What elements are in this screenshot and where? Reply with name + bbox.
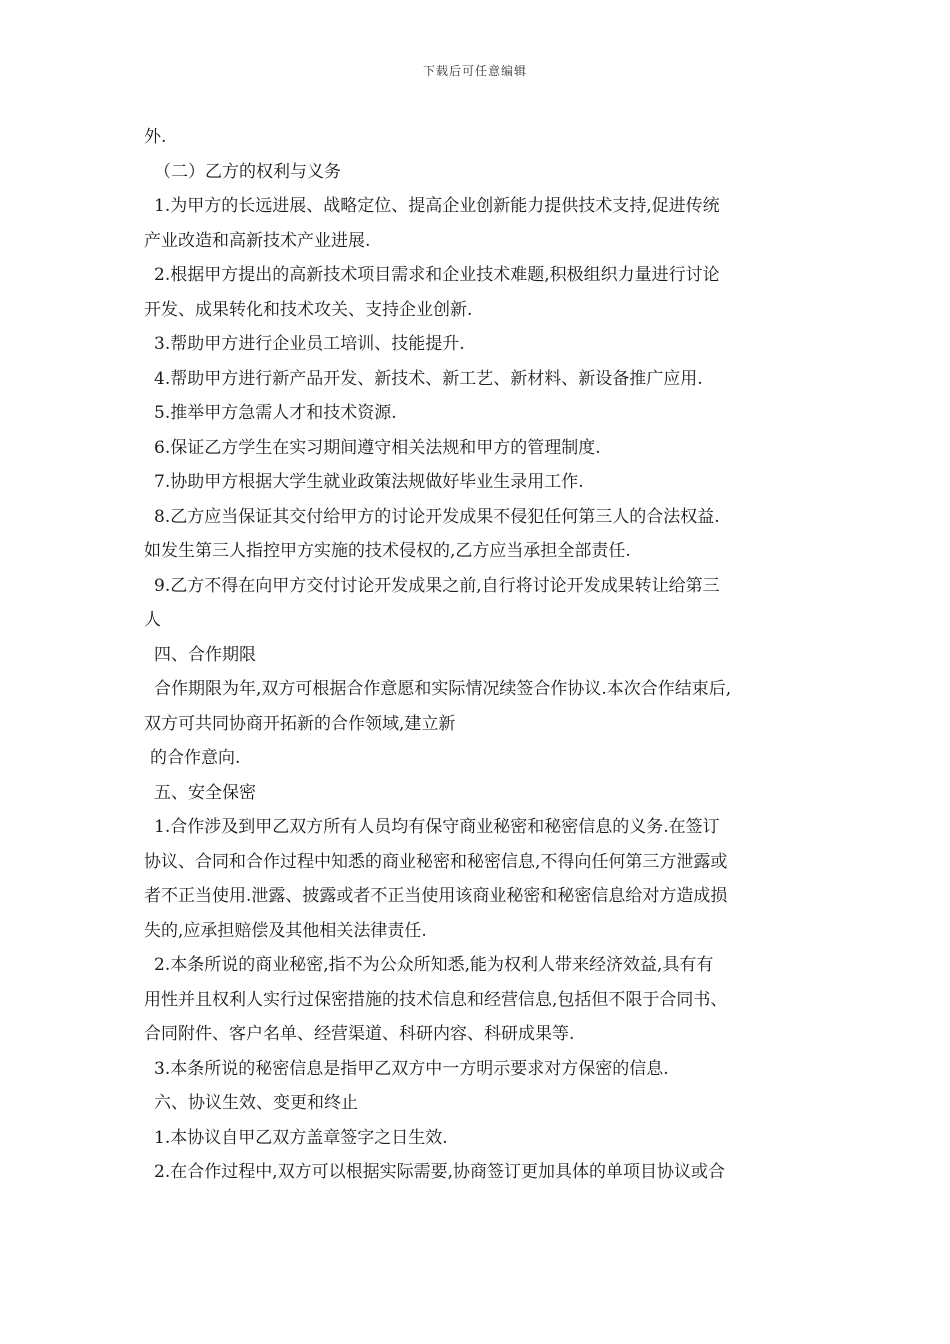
text-line: 开发、成果转化和技术攻关、支持企业创新. xyxy=(144,299,473,320)
text-line: 产业改造和高新技术产业进展. xyxy=(144,230,371,251)
text-line: 4.帮助甲方进行新产品开发、新技术、新工艺、新材料、新设备推广应用. xyxy=(154,368,703,389)
text-line: 6.保证乙方学生在实习期间遵守相关法规和甲方的管理制度. xyxy=(154,437,601,458)
text-line: 9.乙方不得在向甲方交付讨论开发成果之前,自行将讨论开发成果转让给第三 xyxy=(154,575,720,596)
text-line: 2.本条所说的商业秘密,指不为公众所知悉,能为权利人带来经济效益,具有有 xyxy=(154,955,714,975)
text-line: 协议、合同和合作过程中知悉的商业秘密和秘密信息,不得向任何第三方泄露或 xyxy=(144,851,728,872)
text-line: 合同附件、客户名单、经营渠道、科研内容、科研成果等. xyxy=(144,1024,575,1044)
text-line: （二）乙方的权利与义务 xyxy=(154,161,341,182)
text-line: 者不正当使用.泄露、披露或者不正当使用该商业秘密和秘密信息给对方造成损 xyxy=(144,886,728,906)
text-line: 合作期限为年,双方可根据合作意愿和实际情况续签合作协议.本次合作结束后, xyxy=(154,679,732,699)
text-line: 四、合作期限 xyxy=(154,644,256,665)
text-line: 双方可共同协商开拓新的合作领域,建立新 xyxy=(144,713,456,734)
text-line: 失的,应承担赔偿及其他相关法律责任. xyxy=(144,920,427,941)
document-body xyxy=(144,120,814,1190)
text-line: 1.合作涉及到甲乙双方所有人员均有保守商业秘密和秘密信息的义务.在签订 xyxy=(154,817,720,837)
text-line: 如发生第三人指控甲方实施的技术侵权的,乙方应当承担全部责任. xyxy=(144,541,631,561)
text-line: 2.根据甲方提出的高新技术项目需求和企业技术难题,积极组织力量进行讨论 xyxy=(154,265,720,285)
text-line: 外. xyxy=(144,127,167,147)
text-line: 5.推举甲方急需人才和技术资源. xyxy=(154,403,397,423)
text-line: 8.乙方应当保证其交付给甲方的讨论开发成果不侵犯任何第三人的合法权益. xyxy=(154,506,720,527)
text-line: 人 xyxy=(144,610,161,630)
text-line: 1.本协议自甲乙双方盖章签字之日生效. xyxy=(154,1127,448,1148)
text-line: 7.协助甲方根据大学生就业政策法规做好毕业生录用工作. xyxy=(154,472,584,492)
text-line: 五、安全保密 xyxy=(154,782,256,803)
page-header: 下载后可任意编辑 xyxy=(422,64,527,78)
text-line: 的合作意向. xyxy=(150,748,241,768)
text-line: 1.为甲方的长远进展、战略定位、提高企业创新能力提供技术支持,促进传统 xyxy=(154,196,720,216)
text-line: 2.在合作过程中,双方可以根据实际需要,协商签订更加具体的单项目协议或合 xyxy=(154,1162,726,1182)
text-line: 用性并且权利人实行过保密措施的技术信息和经营信息,包括但不限于合同书、 xyxy=(144,989,728,1010)
text-line: 3.本条所说的秘密信息是指甲乙双方中一方明示要求对方保密的信息. xyxy=(154,1058,669,1079)
text-line: 3.帮助甲方进行企业员工培训、技能提升. xyxy=(154,334,465,354)
text-line: 六、协议生效、变更和终止 xyxy=(154,1093,358,1113)
